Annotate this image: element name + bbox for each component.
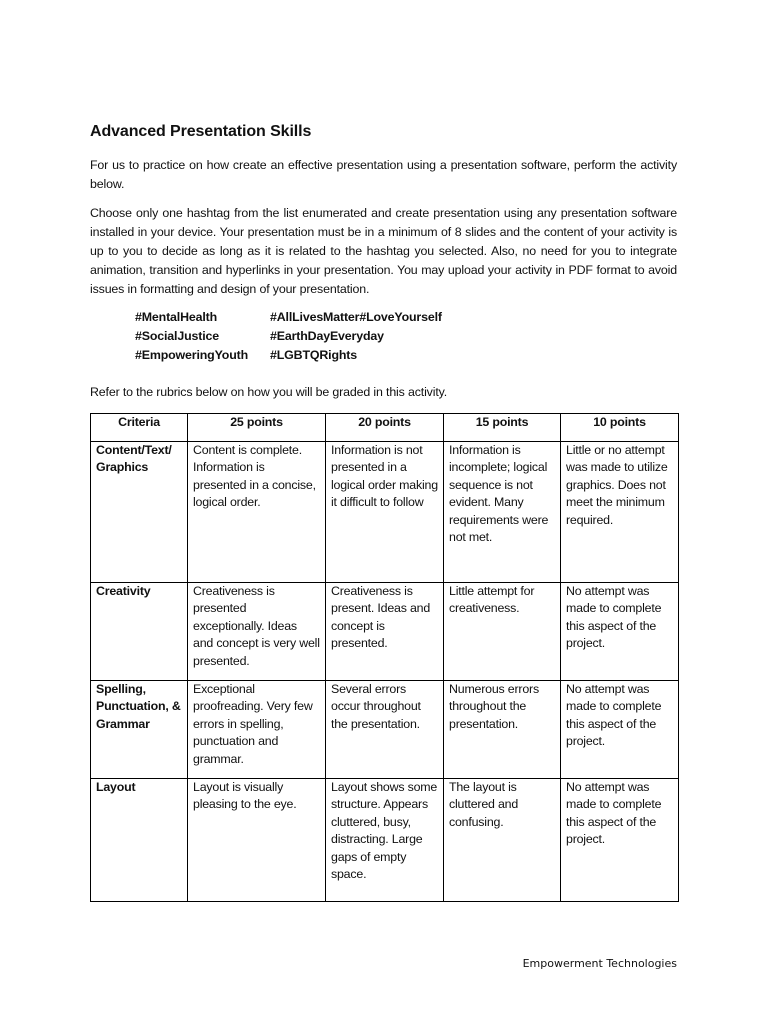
header-20-points: 20 points — [326, 414, 444, 442]
hashtag-row — [135, 327, 442, 346]
table-row — [91, 583, 679, 681]
hashtag: #AllLivesMatter#LoveYourself — [270, 310, 442, 324]
table-cell: Information is incomplete; logical sequence is not evident. Many requirements were not met. — [444, 442, 561, 583]
page-footer: Empowerment Technologies — [522, 957, 677, 970]
table-cell: Numerous errors throughout the presentation. — [444, 681, 561, 779]
hashtag: #LGBTQRights — [270, 348, 357, 362]
table-row — [91, 779, 679, 902]
hashtag: #SocialJustice — [135, 329, 219, 343]
table-row — [91, 442, 679, 583]
rubric-intro-text: Refer to the rubrics below on how you will be graded in this activity. — [90, 385, 448, 399]
hashtag: #MentalHealth — [135, 310, 218, 324]
table-cell: Content is complete. Information is presented in a concise, logical order. — [188, 442, 326, 583]
instructions-paragraph: Choose only one hashtag from the list enumerated and create presentation using any presentation software installed in your device. Your presentation must be in a minimum of 8 slides and the content of your activity is up to you to decide as long as it is related to the hashtag you selected. Also, no need for you to integrate animation, transition and hyperlinks in your presentation. You may upload your activity in PDF format to avoid issues in formatting and design of your presentation. — [90, 206, 677, 296]
table-cell: The layout is cluttered and confusing. — [444, 779, 561, 902]
criteria-cell: Layout — [91, 779, 188, 902]
hashtag-list — [135, 308, 442, 365]
table-cell: No attempt was made to complete this aspect of the project. — [561, 681, 679, 779]
header-criteria: Criteria — [91, 414, 188, 442]
hashtag-row — [135, 346, 442, 365]
table-cell: Little attempt for creativeness. — [444, 583, 561, 681]
intro-paragraph: For us to practice on how create an effective presentation using a presentation software, perform the activity below. — [90, 158, 677, 191]
rubric-header-row — [91, 414, 679, 442]
hashtag: #EmpoweringYouth — [135, 348, 249, 362]
table-cell: No attempt was made to complete this aspect of the project. — [561, 779, 679, 902]
table-cell: Creativeness is present. Ideas and concept is presented. — [326, 583, 444, 681]
criteria-cell: Content/Text/ Graphics — [91, 442, 188, 583]
table-cell: Layout is visually pleasing to the eye. — [188, 779, 326, 902]
table-cell: Creativeness is presented exceptionally. Ideas and concept is very well presented. — [188, 583, 326, 681]
criteria-cell: Spelling, Punctuation, & Grammar — [91, 681, 188, 779]
table-cell: No attempt was made to complete this aspect of the project. — [561, 583, 679, 681]
table-cell: Information is not presented in a logical order making it difficult to follow — [326, 442, 444, 583]
table-cell: Several errors occur throughout the presentation. — [326, 681, 444, 779]
table-cell: Layout shows some structure. Appears cluttered, busy, distracting. Large gaps of empty space. — [326, 779, 444, 902]
header-25-points: 25 points — [188, 414, 326, 442]
criteria-cell: Creativity — [91, 583, 188, 681]
hashtag: #EarthDayEveryday — [270, 329, 384, 343]
header-10-points: 10 points — [561, 414, 679, 442]
header-15-points: 15 points — [444, 414, 561, 442]
table-row — [91, 681, 679, 779]
hashtag-row — [135, 308, 442, 327]
page-title: Advanced Presentation Skills — [90, 123, 312, 140]
rubric-table — [90, 413, 679, 902]
table-cell: Exceptional proofreading. Very few errors in spelling, punctuation and grammar. — [188, 681, 326, 779]
table-cell: Little or no attempt was made to utilize graphics. Does not meet the minimum required. — [561, 442, 679, 583]
